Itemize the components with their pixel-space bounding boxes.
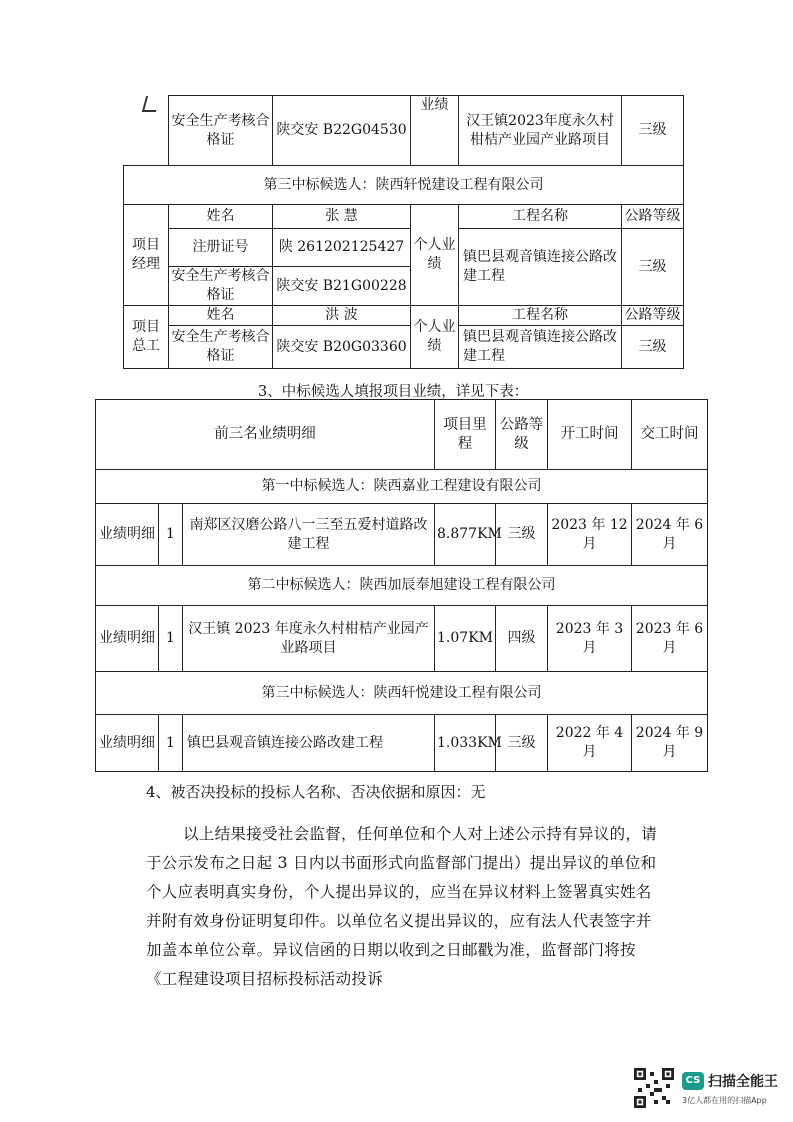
pm-name: 张 慧 <box>273 205 411 229</box>
row-label: 业绩明细 <box>96 504 159 566</box>
table-row <box>124 166 684 205</box>
scanner-watermark <box>634 1068 784 1112</box>
pm-reg-label: 注册证号 <box>169 229 273 267</box>
ce-proj-header: 工程名称 <box>459 306 622 326</box>
row-grade: 三级 <box>496 504 548 566</box>
row-start: 2023 年 12 月 <box>548 504 632 566</box>
row-end: 2024 年 6 月 <box>632 504 708 566</box>
table-row <box>124 326 684 369</box>
pm-project: 镇巴县观音镇连接公路改建工程 <box>459 229 622 306</box>
safety-cert-value: 陕交安 B22G04530 <box>273 96 411 166</box>
ce-grade: 三级 <box>622 326 684 369</box>
pm-role: 项目经理 <box>124 205 169 306</box>
table-header-row <box>96 400 708 470</box>
candidate-personnel-table <box>123 95 684 369</box>
table-row <box>124 205 684 229</box>
row-project: 南郑区汉磨公路八一三至五爱村道路改建工程 <box>183 504 435 566</box>
table-row <box>96 504 708 566</box>
header-mileage: 项目里程 <box>435 400 496 470</box>
pm-perf-label: 个人业绩 <box>411 205 459 306</box>
row-end: 2024 年 9 月 <box>632 715 708 772</box>
header-grade: 公路等级 <box>496 400 548 470</box>
group-title-row <box>96 470 708 504</box>
header-start: 开工时间 <box>548 400 632 470</box>
row-no: 1 <box>159 715 183 772</box>
table-row <box>96 606 708 672</box>
row-project: 镇巴县观音镇连接公路改建工程 <box>183 715 435 772</box>
notice-paragraph <box>146 820 666 994</box>
safety-cert-label: 安全生产考核合格证 <box>169 96 273 166</box>
row-grade: 四级 <box>496 606 548 672</box>
ce-role: 项目总工 <box>124 306 169 369</box>
ce-perf-label: 个人业绩 <box>411 306 459 369</box>
group-title: 第三中标候选人：陕西轩悦建设工程有限公司 <box>96 672 708 715</box>
ce-name-label: 姓名 <box>169 306 273 326</box>
section-4: 4、被否决投标的投标人名称、否决依据和原因：无 <box>146 783 486 801</box>
pm-safety: 陕交安 B21G00228 <box>273 267 411 306</box>
group-title: 第二中标候选人：陕西加辰奉旭建设工程有限公司 <box>96 566 708 606</box>
table-caption: 3、中标候选人填报项目业绩，详见下表： <box>258 384 529 400</box>
ce-name: 洪 波 <box>273 306 411 326</box>
row-project: 汉王镇 2023 年度永久村柑桔产业园产业路项目 <box>183 606 435 672</box>
camscanner-logo-icon: CS <box>682 1072 704 1090</box>
grade-value: 三级 <box>622 96 684 166</box>
pm-name-label: 姓名 <box>169 205 273 229</box>
perf-label: 业绩 <box>411 96 459 166</box>
row-mileage: 1.07KM <box>435 606 496 672</box>
watermark-name: 扫描全能王 <box>708 1074 778 1090</box>
header-end: 交工时间 <box>632 400 708 470</box>
row-no: 1 <box>159 504 183 566</box>
qr-code-icon <box>634 1068 674 1108</box>
header-detail: 前三名业绩明细 <box>96 400 435 470</box>
ce-project: 镇巴县观音镇连接公路改建工程 <box>459 326 622 369</box>
notice-text: 以上结果接受社会监督，任何单位和个人对上述公示持有异议的，请于公示发布之日起 3 日内以书面形式向监督部门提出）提出异议的单位和个人应表明真实身份，个人提出异议的，应当在异议材料上签署真实姓名并附有效身份证明复印件。以单位名义提出异议的，应有法人代表签字并加盖本单位公章。异议信函的日期以收到之日邮戳为准，监督部门将按《工程建设项目招标投标活动投诉 <box>146 825 658 988</box>
row-mileage: 8.877KM <box>435 504 496 566</box>
project-name: 汉王镇2023年度永久村柑桔产业园产业路项目 <box>459 96 622 166</box>
pm-reg: 陕 261202125427 <box>273 229 411 267</box>
ce-safety-label: 安全生产考核合格证 <box>169 326 273 369</box>
pm-grade: 三级 <box>622 229 684 306</box>
row-start: 2022 年 4 月 <box>548 715 632 772</box>
row-label: 业绩明细 <box>96 606 159 672</box>
ce-grade-header: 公路等级 <box>622 306 684 326</box>
row-no: 1 <box>159 606 183 672</box>
watermark-sub: 3亿人都在用的扫描App <box>682 1096 767 1105</box>
row-grade: 三级 <box>496 715 548 772</box>
row-end: 2023 年 6 月 <box>632 606 708 672</box>
performance-table <box>95 399 708 772</box>
row-label: 业绩明细 <box>96 715 159 772</box>
ce-safety: 陕交安 B20G03360 <box>273 326 411 369</box>
third-candidate-title: 第三中标候选人：陕西轩悦建设工程有限公司 <box>124 166 684 205</box>
group-title: 第一中标候选人：陕西嘉业工程建设有限公司 <box>96 470 708 504</box>
table-row <box>124 96 684 166</box>
table-row <box>96 715 708 772</box>
table-row <box>124 229 684 267</box>
group-title-row <box>96 672 708 715</box>
pm-proj-header: 工程名称 <box>459 205 622 229</box>
table-row <box>124 306 684 326</box>
group-title-row <box>96 566 708 606</box>
pm-safety-label: 安全生产考核合格证 <box>169 267 273 306</box>
pm-grade-header: 公路等级 <box>622 205 684 229</box>
row-start: 2023 年 3 月 <box>548 606 632 672</box>
row-mileage: 1.033KM <box>435 715 496 772</box>
